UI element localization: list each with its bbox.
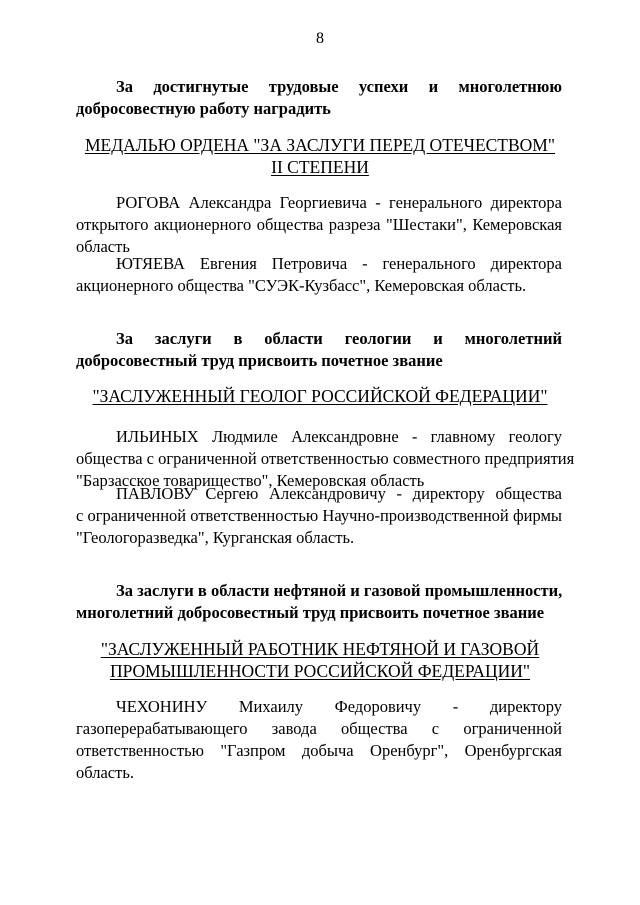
person-line: открытого акционерного общества разреза "Шестаки", Кемеровская (76, 215, 562, 234)
section3-award-line2: ПРОМЫШЛЕННОСТИ РОССИЙСКОЙ ФЕДЕРАЦИИ" (109, 661, 531, 681)
section2-person-2 (76, 483, 562, 549)
section1-intro (76, 76, 562, 120)
person-line: акционерного общества "СУЭК-Кузбасс", Кемеровская область. (76, 276, 527, 295)
section3-award-line1: "ЗАСЛУЖЕННЫЙ РАБОТНИК НЕФТЯНОЙ И ГАЗОВОЙ (100, 639, 540, 659)
person-line: общества с ограниченной ответственностью совместного предприятия (76, 449, 575, 468)
section2-intro (76, 328, 562, 372)
section3-intro (76, 580, 562, 624)
section3-intro-line2: многолетний добросовестный труд присвоить почетное звание (76, 603, 545, 622)
person-line: область (76, 237, 130, 256)
section2-intro-line1: За заслуги в области геологии и многолетний (116, 329, 562, 348)
section1-award-title (60, 134, 580, 178)
person-line: "Геологоразведка", Курганская область. (76, 528, 355, 547)
person-line: ПАВЛОВУ Сергею Александровичу - директору общества (116, 484, 562, 503)
person-line: ответственностью "Газпром добыча Оренбург", Оренбургская (76, 741, 562, 760)
person-line: ЧЕХОНИНУ Михаилу Федоровичу - директору (116, 697, 562, 716)
section3-intro-line1: За заслуги в области нефтяной и газовой промышленности, (116, 581, 563, 600)
section2-award-line1: "ЗАСЛУЖЕННЫЙ ГЕОЛОГ РОССИЙСКОЙ ФЕДЕРАЦИИ" (92, 386, 548, 406)
person-line: ИЛЬИНЫХ Людмиле Александровне - главному геологу (116, 427, 562, 446)
person-line: РОГОВА Александра Георгиевича - генерального директора (116, 193, 562, 212)
page-number: 8 (316, 30, 324, 47)
section1-award-line2: II СТЕПЕНИ (271, 157, 369, 177)
section3-award-title (60, 638, 580, 682)
person-line: ЮТЯЕВА Евгения Петровича - генерального директора (116, 254, 562, 273)
person-line: область. (76, 763, 134, 782)
section2-award-title (60, 385, 580, 407)
person-line: с ограниченной ответственностью Научно-производственной фирмы (76, 506, 562, 525)
section1-award-line1: МЕДАЛЬЮ ОРДЕНА "ЗА ЗАСЛУГИ ПЕРЕД ОТЕЧЕСТВОМ" (84, 135, 556, 155)
person-line: газоперерабатывающего завода общества с ограниченной (76, 719, 562, 738)
person-line: "Барзасское товарищество", Кемеровская область (76, 471, 425, 490)
section1-intro-line2: добросовестную работу наградить (76, 99, 331, 118)
section2-intro-line2: добросовестный труд присвоить почетное звание (76, 351, 443, 370)
section1-intro-line1: За достигнутые трудовые успехи и многолетнюю (116, 77, 562, 96)
section1-person-1 (76, 192, 562, 258)
section3-person-1 (76, 696, 562, 784)
section1-person-2 (76, 253, 562, 297)
